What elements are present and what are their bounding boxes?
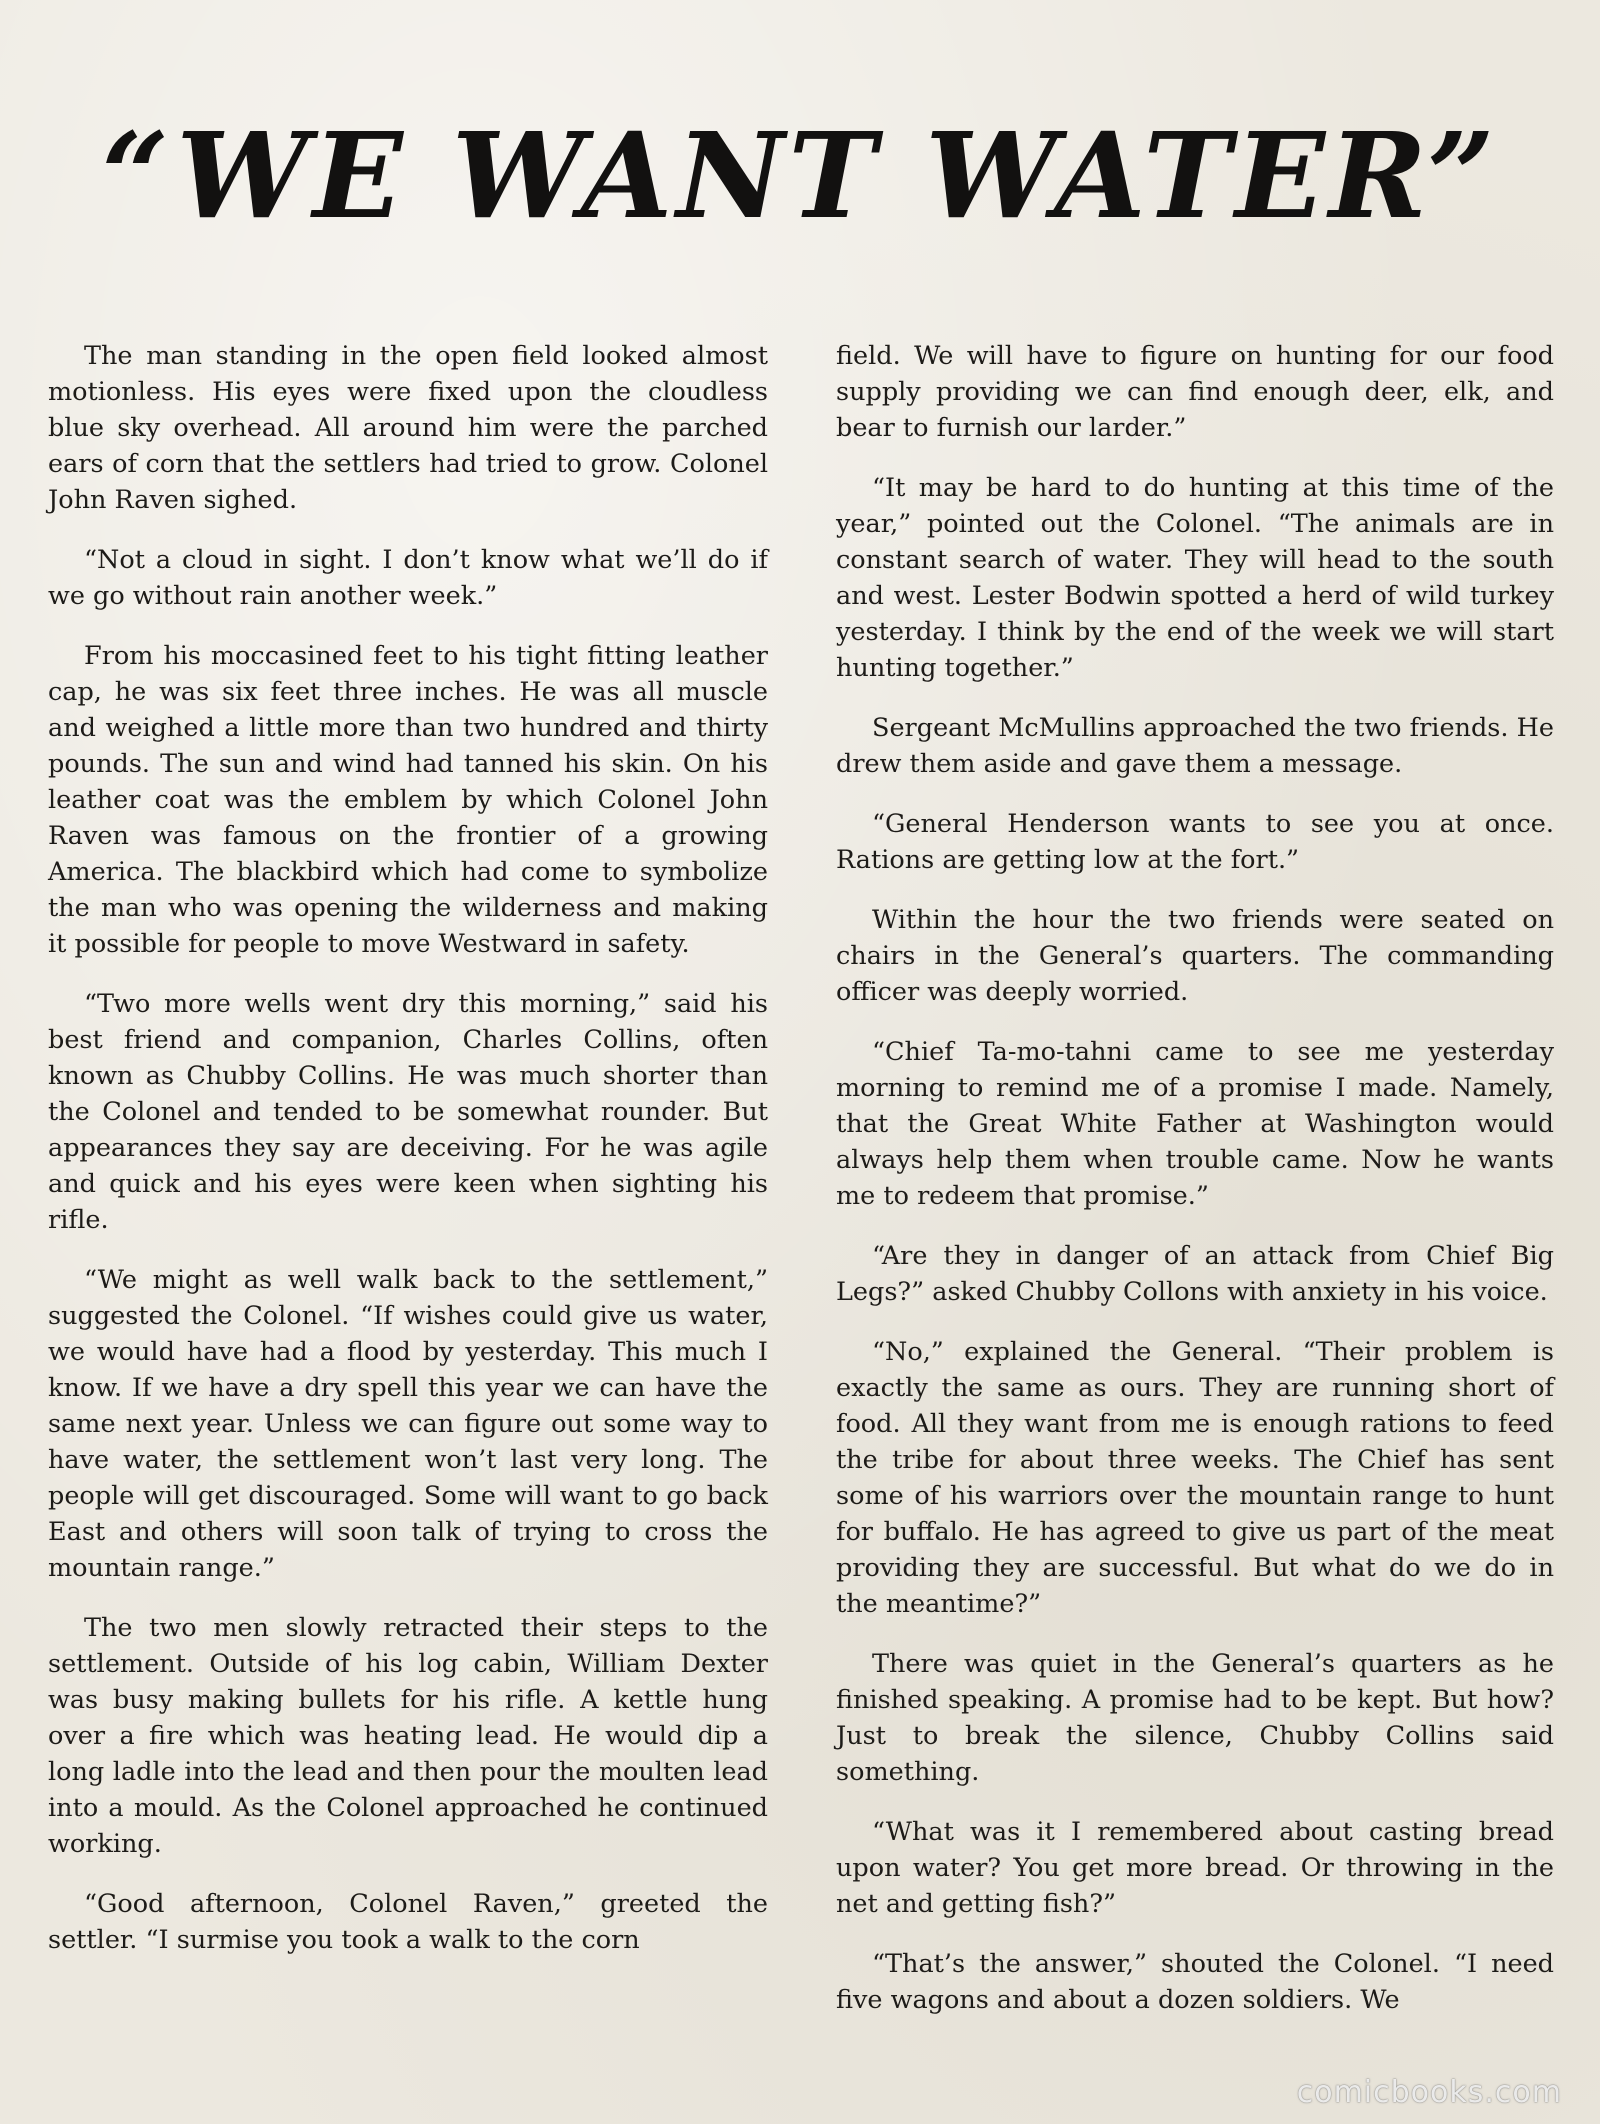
paragraph: “It may be hard to do hunting at this time of the year,” pointed out the Colonel. “The animals are in constant search of water. They will head to the south and west. Lester Bodwin spotted a herd of wild turkey yesterday. I think by the end of the week we will start hunting together.” [836,473,1554,683]
paragraph: The two men slowly retracted their steps to the settlement. Outside of his log cabin, William Dexter was busy making bullets for his rifle. A kettle hung over a fire which was heating lead. He would dip a long ladle into the lead and then pour the moulten lead into a mould. As the Colonel approached he continued working. [48,1613,768,1859]
right-text-column [836,338,1554,2042]
paragraph: From his moccasined feet to his tight fitting leather cap, he was six feet three inches. He was all muscle and weighed a little more than two hundred and thirty pounds. The sun and wind had tanned his skin. On his leather coat was the emblem by which Colonel John Raven was famous on the frontier of a growing America. The blackbird which had come to symbolize the man who was opening the wilderness and making it possible for people to move Westward in safety. [48,641,768,959]
left-text-column [48,338,768,1982]
watermark: comicbooks.com [1296,2075,1562,2110]
paragraph-continuation: field. We will have to figure on hunting for our food supply providing we can find enough deer, elk, and bear to furnish our larder.” [836,341,1554,443]
paragraph: The man standing in the open field looked almost motionless. His eyes were fixed upon the cloudless blue sky overhead. All around him were the parched ears of corn that the settlers had tried to grow. Colonel John Raven sighed. [48,341,768,515]
paragraph: “Good afternoon, Colonel Raven,” greeted the settler. “I surmise you took a walk to the corn [48,1889,768,1955]
paragraph: Sergeant McMullins approached the two friends. He drew them aside and gave them a message. [836,713,1554,779]
paragraph: Within the hour the two friends were seated on chairs in the General’s quarters. The commanding officer was deeply worried. [836,905,1554,1007]
paragraph: There was quiet in the General’s quarters as he finished speaking. A promise had to be kept. But how? Just to break the silence, Chubby Collins said something. [836,1649,1554,1787]
paragraph: “No,” explained the General. “Their problem is exactly the same as ours. They are running short of food. All they want from me is enough rations to feed the tribe for about three weeks. The Chief has sent some of his warriors over the mountain range to hunt for buffalo. He has agreed to give us part of the meat providing they are successful. But what do we do in the meantime?” [836,1337,1554,1619]
story-title: “WE WANT WATER” [101,106,1499,246]
paragraph: “Not a cloud in sight. I don’t know what we’ll do if we go without rain another week.” [48,545,768,611]
paragraph: “That’s the answer,” shouted the Colonel. “I need five wagons and about a dozen soldiers. We [836,1949,1554,2015]
paragraph: “Are they in danger of an attack from Chief Big Legs?” asked Chubby Collons with anxiety in his voice. [836,1241,1554,1307]
paragraph: “Two more wells went dry this morning,” said his best friend and companion, Charles Collins, often known as Chubby Collins. He was much shorter than the Colonel and tended to be somewhat rounder. But appearances they say are deceiving. For he was agile and quick and his eyes were keen when sighting his rifle. [48,989,768,1235]
paragraph: “General Henderson wants to see you at once. Rations are getting low at the fort.” [836,809,1554,875]
paragraph: “Chief Ta-mo-tahni came to see me yesterday morning to remind me of a promise I made. Namely, that the Great White Father at Washington would always help them when trouble came. Now he wants me to redeem that promise.” [836,1037,1554,1211]
paragraph: “What was it I remembered about casting bread upon water? You get more bread. Or throwing in the net and getting fish?” [836,1817,1554,1919]
paragraph: “We might as well walk back to the settlement,” suggested the Colonel. “If wishes could give us water, we would have had a flood by yesterday. This much I know. If we have a dry spell this year we can have the same next year. Unless we can figure out some way to have water, the settlement won’t last very long. The people will get discouraged. Some will want to go back East and others will soon talk of trying to cross the mountain range.” [48,1265,768,1583]
